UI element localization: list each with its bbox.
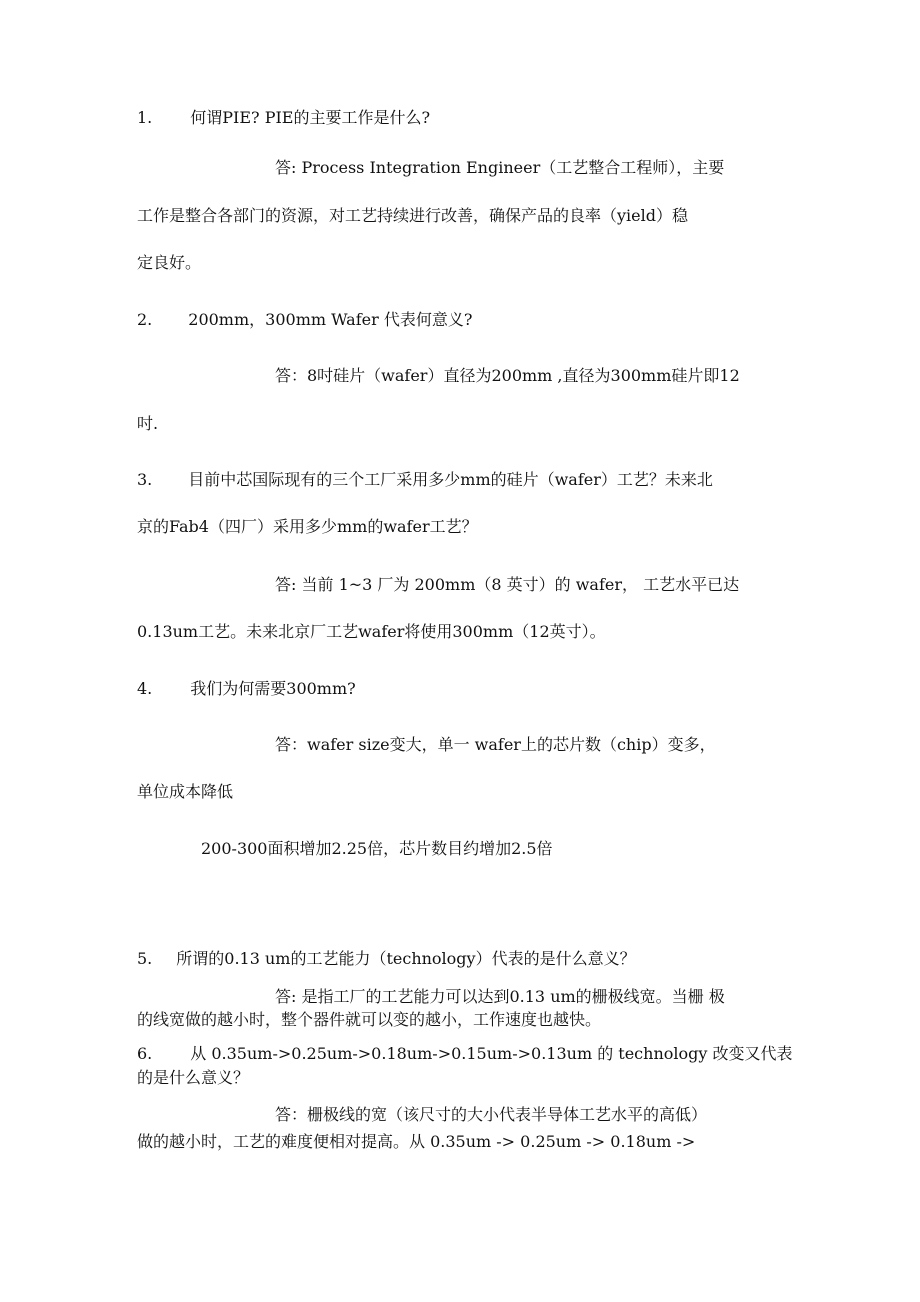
question-text: 的是什么意义？	[137, 1068, 250, 1087]
answer-line: 的线宽做的越小时，整个器件就可以变的越小，工作速度也越快。	[137, 1010, 602, 1029]
answer-line: 0.13um工艺。未来北京厂工艺wafer将使用300mm（12英寸）。	[137, 622, 606, 641]
question-number: 1.	[137, 108, 153, 127]
question-text: 我们为何需要300mm?	[190, 679, 356, 698]
question-text: 200mm，300mm Wafer 代表何意义?	[188, 310, 473, 329]
question-2	[137, 310, 472, 330]
question-5	[137, 949, 636, 969]
answer-line: 答: 当前 1~3 厂为 200mm（8 英寸）的 wafer， 工艺水平已达	[275, 575, 740, 594]
question-text: 何谓PIE? PIE的主要工作是什么?	[190, 108, 431, 127]
question-1	[137, 108, 430, 128]
answer-line: 做的越小时，工艺的难度便相对提高。从 0.35um -> 0.25um -> 0.18um ->	[137, 1132, 696, 1151]
question-3	[137, 470, 713, 490]
question-text: 目前中芯国际现有的三个工厂采用多少mm的硅片（wafer）工艺？未来北	[188, 470, 713, 489]
answer-note: 200-300面积增加2.25倍，芯片数目约增加2.5倍	[201, 839, 553, 858]
answer-line: 答：8吋硅片（wafer）直径为200mm ,直径为300mm硅片即12	[275, 366, 740, 385]
question-4	[137, 679, 356, 699]
question-number: 3.	[137, 470, 153, 489]
answer-line: 答: 是指工厂的工艺能力可以达到0.13 um的栅极线宽。当栅 极	[275, 987, 725, 1006]
answer-line: 单位成本降低	[137, 782, 234, 801]
question-number: 5.	[137, 949, 153, 968]
answer-line: 工作是整合各部门的资源，对工艺持续进行改善，确保产品的良率（yield）稳	[137, 206, 688, 225]
question-number: 4.	[137, 679, 153, 698]
question-text: 所谓的0.13 um的工艺能力（technology）代表的是什么意义？	[176, 949, 636, 968]
answer-line: 答: Process Integration Engineer（工艺整合工程师），主要	[275, 158, 725, 177]
answer-line: 吋.	[137, 414, 159, 433]
answer-line: 定良好。	[137, 253, 202, 272]
question-text: 从 0.35um->0.25um->0.18um->0.15um->0.13um 的 technology 改变又代表	[190, 1044, 793, 1063]
answer-line: 答：栅极线的宽（该尺寸的大小代表半导体工艺水平的高低）	[275, 1105, 708, 1124]
question-text: 京的Fab4（四厂）采用多少mm的wafer工艺？	[137, 517, 478, 536]
question-6	[137, 1044, 793, 1064]
question-number: 6.	[137, 1044, 153, 1063]
answer-line: 答：wafer size变大，单一 wafer上的芯片数（chip）变多，	[275, 735, 716, 754]
question-number: 2.	[137, 310, 153, 329]
